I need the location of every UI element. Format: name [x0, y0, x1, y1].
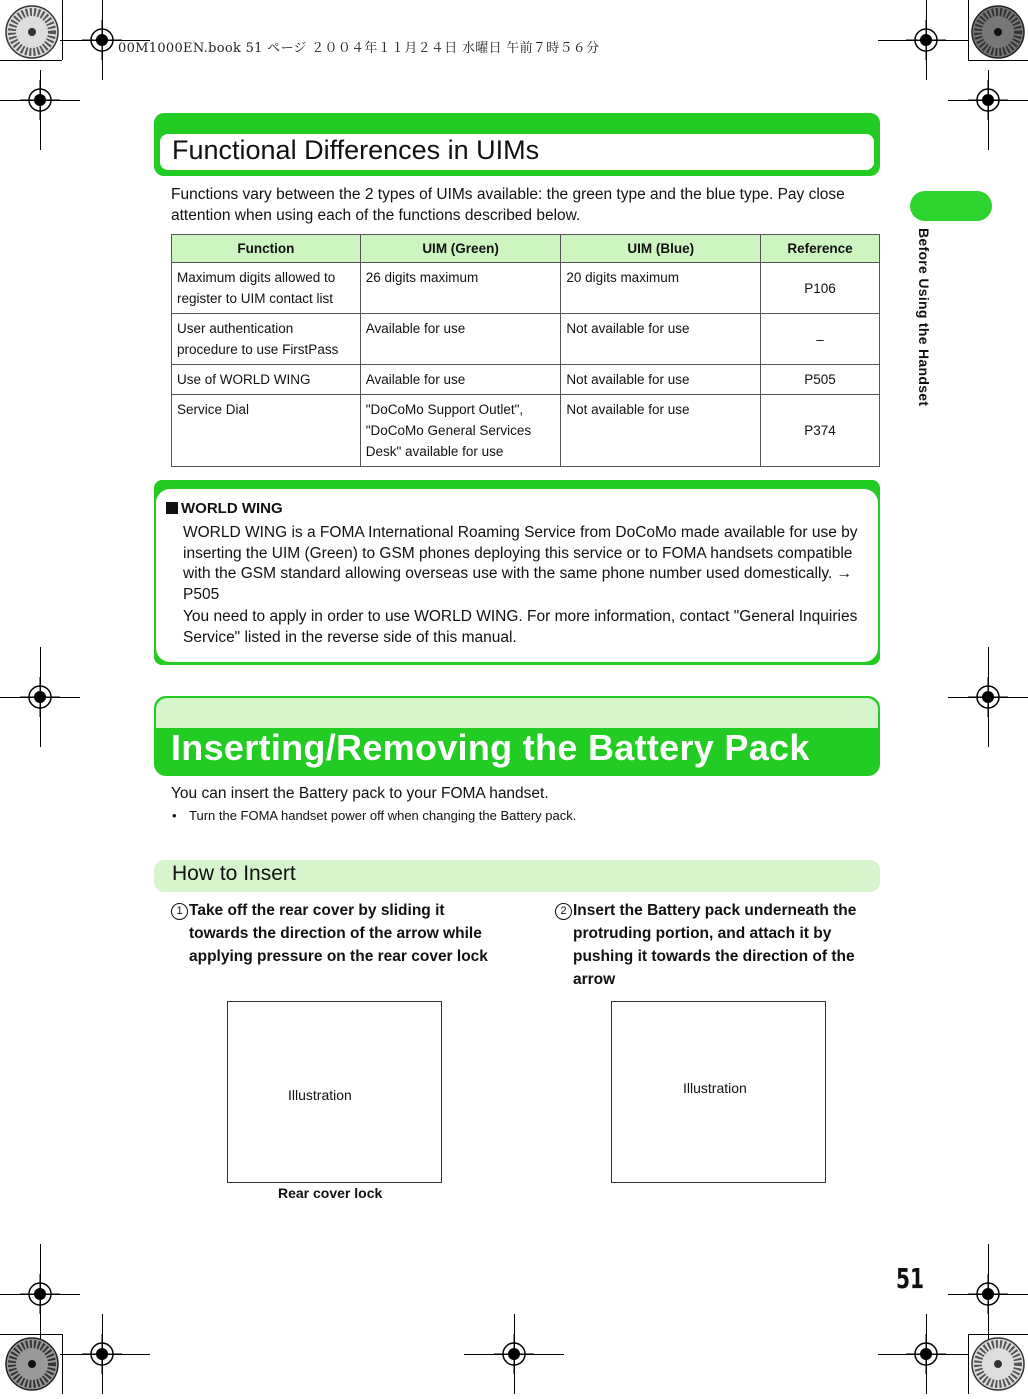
- color-target-icon: [968, 2, 1028, 62]
- side-tab-marker: [910, 191, 992, 221]
- section-title: Functional Differences in UIMs: [172, 135, 540, 165]
- step-number: 2: [555, 903, 572, 920]
- square-bullet-icon: [166, 502, 178, 514]
- table-cell: 26 digits maximum: [360, 263, 561, 314]
- table-header: Function: [172, 235, 361, 263]
- table-row: [172, 395, 880, 467]
- registration-mark-icon: [20, 80, 60, 120]
- bullet-dot-icon: •: [172, 808, 177, 823]
- color-target-icon: [968, 1334, 1028, 1394]
- table-row: [172, 263, 880, 314]
- color-target-icon: [2, 1334, 62, 1394]
- world-wing-paragraph: WORLD WING is a FOMA International Roaming Service from DoCoMo made available for use by inserting the UIM (Green) to GSM phones deploying this service or to FOMA handsets compatible with the GSM standard allowing overseas use with the same phone number used domestically. → P505: [183, 524, 858, 603]
- table-cell-reference: –: [761, 314, 880, 365]
- table-header: UIM (Blue): [561, 235, 761, 263]
- section-title: Inserting/Removing the Battery Pack: [171, 727, 810, 768]
- table-cell: Available for use: [360, 314, 561, 365]
- table-header-row: [172, 235, 880, 263]
- illustration-caption: Rear cover lock: [278, 1185, 383, 1201]
- illustration-label: Illustration: [683, 1080, 747, 1096]
- table-cell: Available for use: [360, 365, 561, 395]
- print-header: 00M1000EN.book 51 ページ ２００４年１１月２４日 水曜日 午前７時５６分: [118, 41, 600, 56]
- world-wing-body: [183, 523, 873, 648]
- bullet-note: [172, 808, 576, 823]
- uim-comparison-table: [171, 234, 880, 467]
- table-row: [172, 365, 880, 395]
- table-cell: Service Dial: [172, 395, 361, 467]
- registration-mark-icon: [494, 1334, 534, 1374]
- step-text: Insert the Battery pack underneath the protruding portion, and attach it by pushing it towards the direction of the arrow: [573, 902, 857, 988]
- table-cell: User authentication procedure to use FirstPass: [172, 314, 361, 365]
- side-tab-label: Before Using the Handset: [916, 228, 932, 407]
- table-header: Reference: [761, 235, 880, 263]
- illustration-label: Illustration: [288, 1087, 352, 1103]
- page-number: 51: [896, 1262, 925, 1295]
- world-wing-heading-text: WORLD WING: [181, 500, 283, 517]
- table-cell-reference: P106: [761, 263, 880, 314]
- table-cell-reference: P505: [761, 365, 880, 395]
- registration-mark-icon: [20, 1274, 60, 1314]
- registration-mark-icon: [968, 677, 1008, 717]
- world-wing-paragraph: You need to apply in order to use WORLD WING. For more information, contact "General Inquiries Service" listed in the reverse side of this manual.: [183, 608, 858, 646]
- registration-mark-icon: [906, 1334, 946, 1374]
- registration-mark-icon: [968, 80, 1008, 120]
- table-cell: Use of WORLD WING: [172, 365, 361, 395]
- registration-mark-icon: [968, 1274, 1008, 1314]
- table-row: [172, 314, 880, 365]
- color-target-icon: [2, 2, 62, 62]
- section-intro: You can insert the Battery pack to your FOMA handset.: [171, 785, 549, 802]
- registration-mark-icon: [82, 20, 122, 60]
- registration-mark-icon: [82, 1334, 122, 1374]
- table-cell: "DoCoMo Support Outlet", "DoCoMo General Services Desk" available for use: [360, 395, 561, 467]
- table-cell-reference: P374: [761, 395, 880, 467]
- table-cell: 20 digits maximum: [561, 263, 761, 314]
- world-wing-heading: [166, 500, 283, 517]
- step-text: Take off the rear cover by sliding it towards the direction of the arrow while applying pressure on the rear cover lock: [189, 902, 488, 965]
- illustration-placeholder: [227, 1001, 442, 1183]
- illustration-placeholder: [611, 1001, 826, 1183]
- table-cell: Not available for use: [561, 395, 761, 467]
- step-number: 1: [171, 903, 188, 920]
- table-header: UIM (Green): [360, 235, 561, 263]
- table-cell: Not available for use: [561, 365, 761, 395]
- step-2: [555, 899, 880, 994]
- registration-mark-icon: [906, 20, 946, 60]
- registration-mark-icon: [20, 677, 60, 717]
- step-1: [171, 899, 501, 994]
- table-cell: Maximum digits allowed to register to UIM contact list: [172, 263, 361, 314]
- section-title-band: [156, 698, 878, 728]
- section-intro: Functions vary between the 2 types of UIMs available: the green type and the blue type. Pay close attention when using each of the functions described below.: [171, 186, 845, 224]
- table-cell: Not available for use: [561, 314, 761, 365]
- subsection-title: How to Insert: [172, 862, 296, 885]
- bullet-note-text: Turn the FOMA handset power off when changing the Battery pack.: [189, 808, 577, 823]
